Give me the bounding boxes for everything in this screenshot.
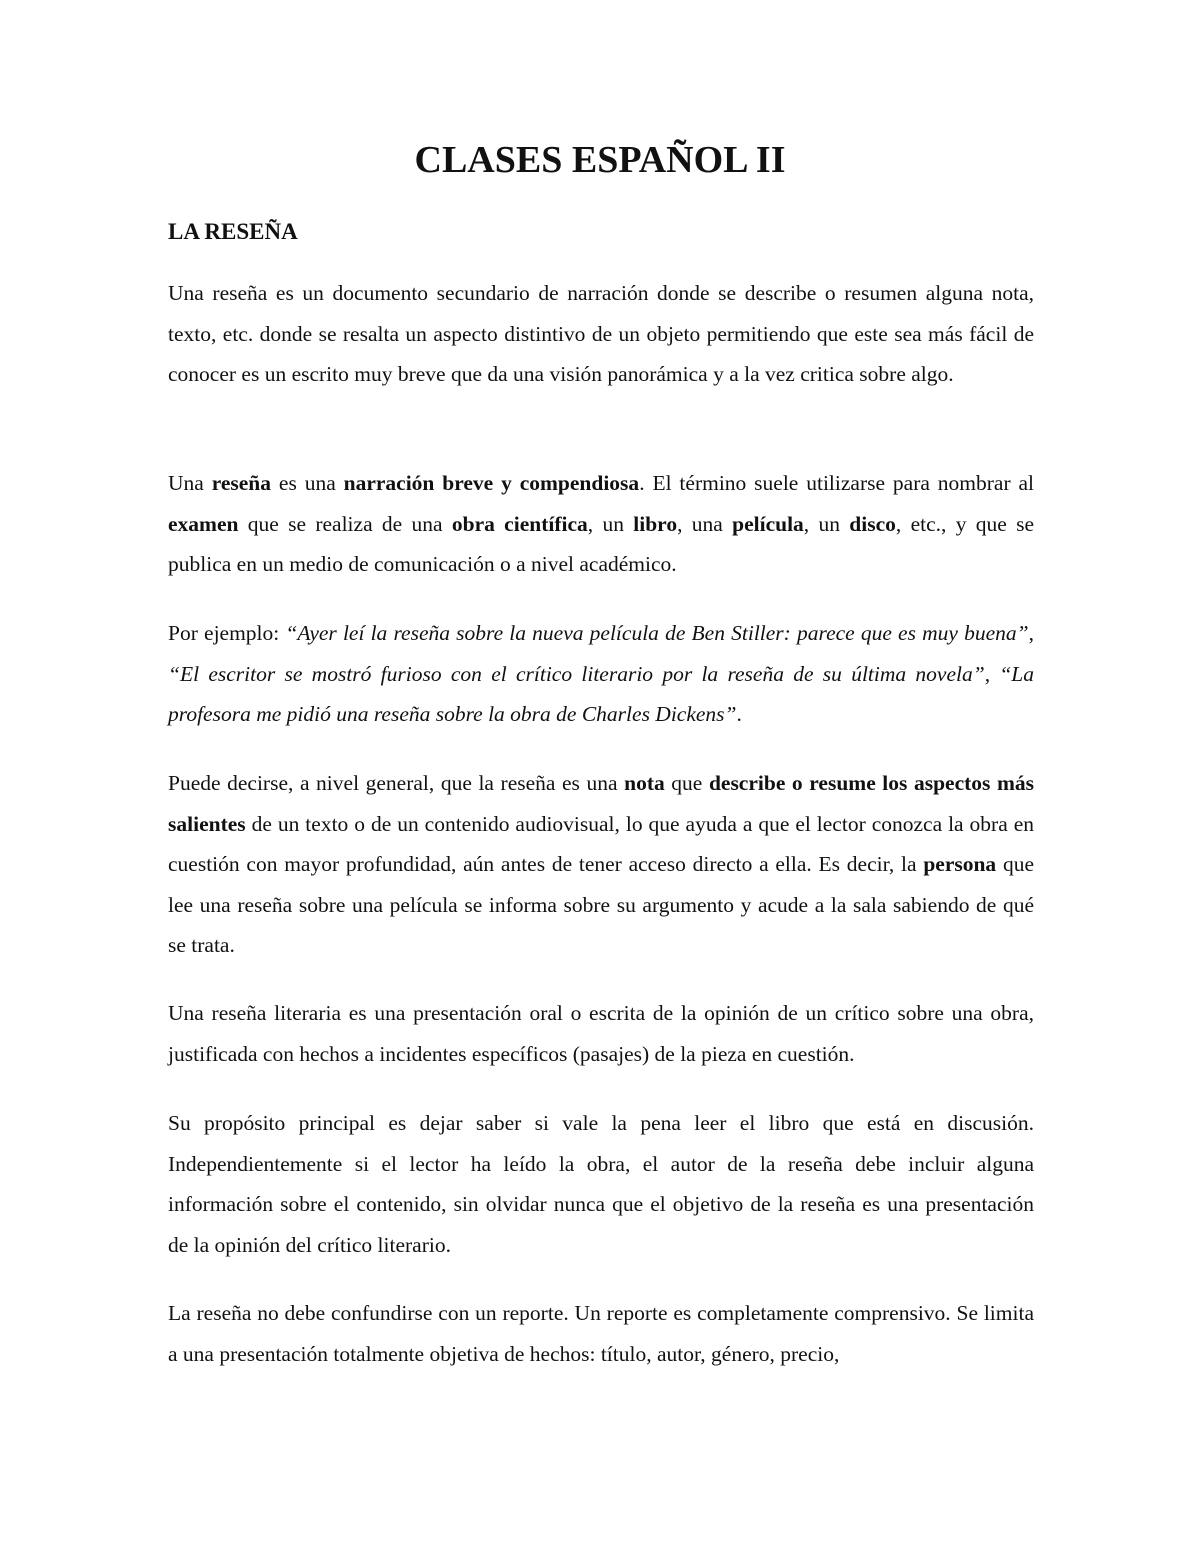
paragraph-examples — [168, 613, 1034, 735]
text-run: , un — [587, 511, 634, 536]
example-quote: “Ayer leí la reseña sobre la nueva película de Ben Stiller: parece que es muy buena” — [285, 621, 1029, 645]
paragraph-narration — [168, 463, 1034, 585]
paragraph-text: La reseña no debe confundirse con un reporte. Un reporte es completamente comprensivo. Se limita a una presentación totalmente objetiva de hechos: título, autor, género, precio, — [168, 1301, 1034, 1366]
bold-term: describe o resume los aspectos más salientes — [168, 771, 1035, 836]
bold-term: disco — [849, 511, 896, 536]
text-run: Una — [168, 471, 212, 495]
paragraph-literary-review — [168, 993, 1034, 1074]
paragraph-general — [168, 763, 1034, 966]
document-title: CLASES ESPAÑOL II — [414, 139, 786, 181]
text-run: , etc., y que se publica en un medio de comunicación o a nivel académico. — [168, 511, 1035, 576]
paragraph-text: Una reseña es un documento secundario de narración donde se describe o resumen alguna nota, texto, etc. donde se resalta un aspecto distintivo de un objeto permitiendo que este sea más fácil de conocer es un escrito muy breve que da una visión panorámica y a la vez critica sobre algo. — [168, 281, 1034, 386]
text-run: , un — [803, 511, 850, 536]
text-run: . — [736, 702, 742, 726]
text-run: , — [984, 661, 1000, 686]
text-run: que — [664, 771, 709, 795]
text-run: Puede decirse, a nivel general, que la reseña es una — [168, 771, 625, 795]
text-run: de un texto o de un contenido audiovisual, lo que ayuda a que el lector conozca la obra en cuestión con mayor profundidad, aún antes de tener acceso directo a ella. Es decir, la — [168, 811, 1034, 876]
bold-term: persona — [923, 852, 997, 876]
bold-term: examen — [168, 511, 239, 536]
bold-term: obra científica — [451, 511, 588, 536]
bold-term: película — [732, 511, 804, 536]
paragraph-text: Una reseña literaria es una presentación oral o escrita de la opinión de un crítico sobre una obra, justificada con hechos a incidentes específicos (pasajes) de la pieza en cuestión. — [168, 1001, 1034, 1066]
text-run: que se realiza de una — [238, 511, 452, 536]
bold-term: libro — [633, 511, 678, 536]
bold-term: nota — [624, 771, 665, 795]
bold-term: narración breve y compendiosa — [343, 471, 640, 495]
paragraph-purpose — [168, 1103, 1034, 1265]
text-run: es una — [271, 471, 344, 495]
section-heading: LA RESEÑA — [168, 219, 298, 244]
example-quote: “La profesora me pidió una reseña sobre la obra de Charles Dickens” — [168, 661, 1035, 726]
paragraph-text: Su propósito principal es dejar saber si vale la pena leer el libro que está en discusión. Independientemente si el lector ha leído la obra, el autor de la reseña debe incluir alguna información sobre el contenido, sin olvidar nunca que el objetivo de la reseña es una presentación de la opinión del crítico literario. — [168, 1111, 1034, 1257]
text-run: . El término suele utilizarse para nombrar al — [639, 471, 1035, 495]
text-run: , — [1028, 621, 1034, 645]
paragraph-definition — [168, 273, 1034, 395]
paragraph-report — [168, 1293, 1034, 1374]
text-run: Por ejemplo: — [168, 621, 286, 645]
text-run: , una — [677, 511, 733, 536]
bold-term: reseña — [211, 471, 272, 495]
example-quote: “El escritor se mostró furioso con el crítico literario por la reseña de su última novela” — [168, 661, 985, 686]
text-run: que lee una reseña sobre una película se informa sobre su argumento y acude a la sala sabiendo de qué se trata. — [168, 852, 1034, 957]
